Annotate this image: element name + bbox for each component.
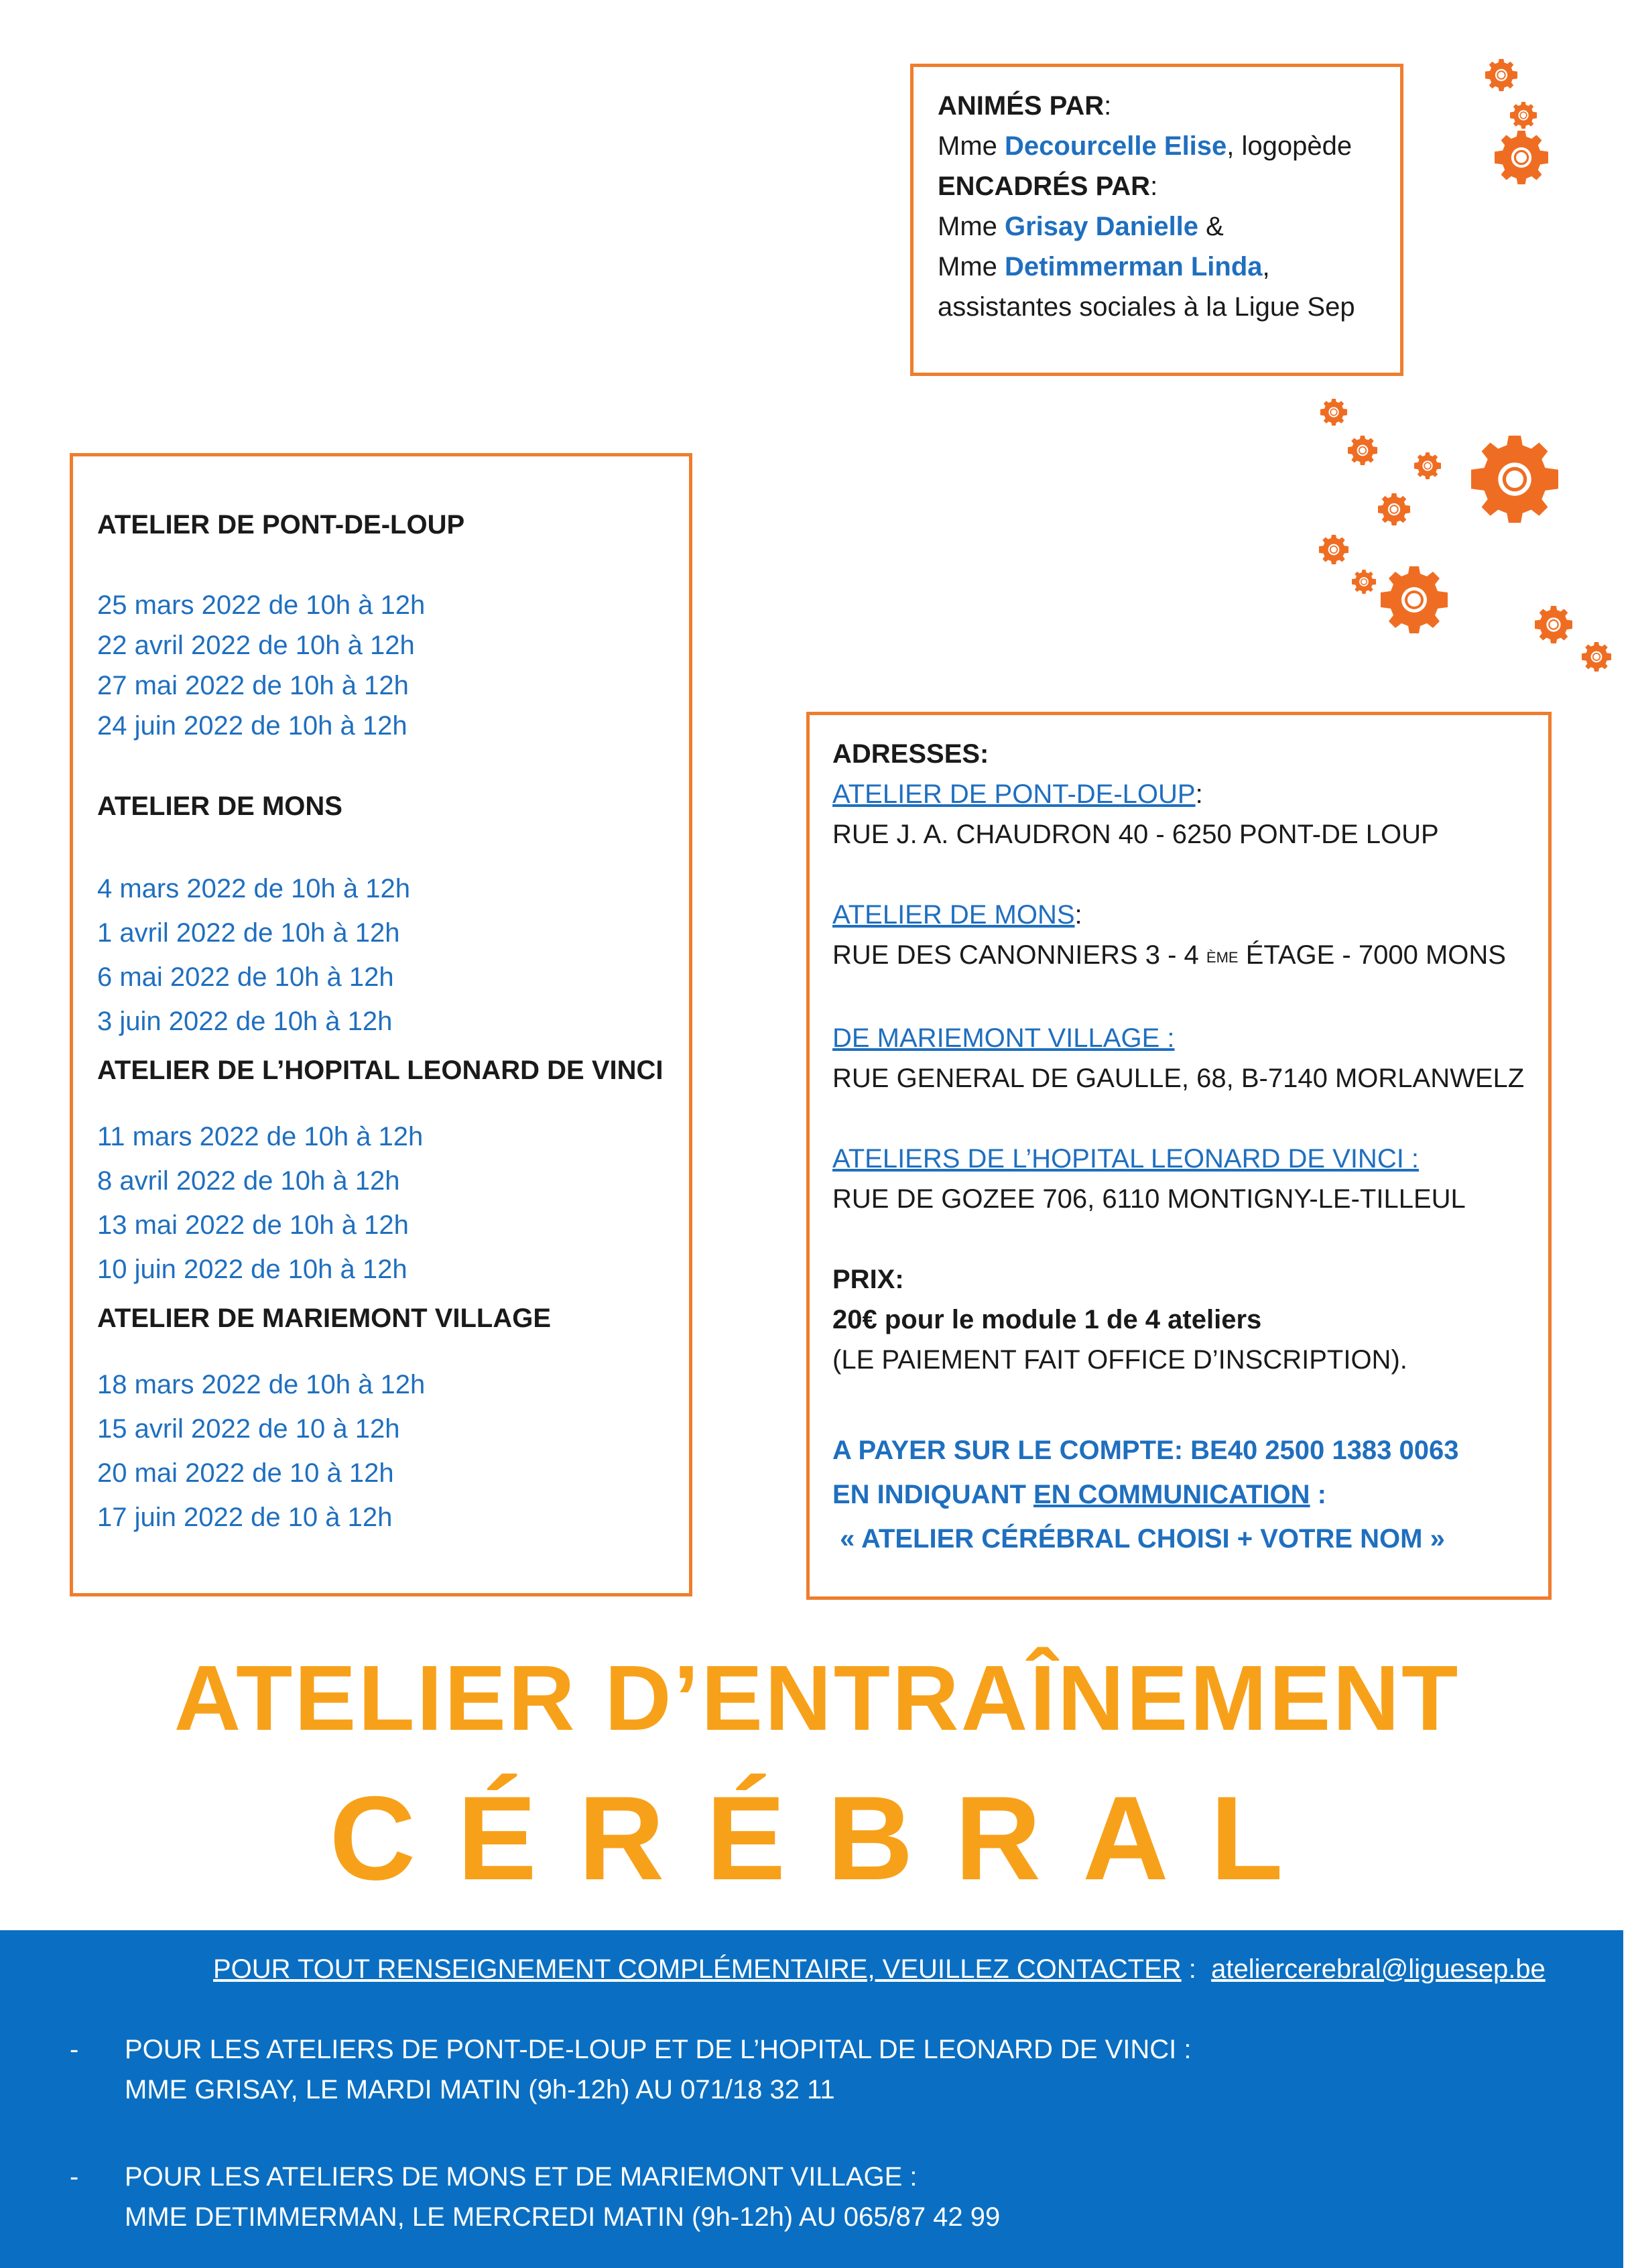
address-name-line [832,1139,1548,1179]
addresses-title: ADRESSES: [832,739,989,769]
schedule-date: 6 mai 2022 de 10h à 12h [97,962,394,992]
schedule-heading: ATELIER DE MONS [97,792,342,821]
address-text: RUE GENERAL DE GAULLE, 68, B-7140 MORLANWELZ [832,1064,1525,1093]
schedule-date: 27 mai 2022 de 10h à 12h [97,671,409,700]
contact-line [213,1949,1546,1989]
contact-sep: : [1181,1954,1212,1984]
organizers-box [910,64,1403,376]
account-line: A PAYER SUR LE COMPTE: BE40 2500 1383 0063 [832,1436,1459,1465]
supervisor-2-suffix: , [1262,252,1270,281]
bullet-2-line-1: POUR LES ATELIERS DE MONS ET DE MARIEMONT VILLAGE : [125,2162,918,2192]
address-link[interactable]: ATELIERS DE L’HOPITAL LEONARD DE VINCI : [832,1144,1420,1174]
schedule-date: 4 mars 2022 de 10h à 12h [97,874,411,903]
schedule-heading: ATELIER DE PONT-DE-LOUP [97,510,465,540]
supervisor-2-line [938,247,1400,287]
bullet-1-line-1: POUR LES ATELIERS DE PONT-DE-LOUP ET DE L’HOPITAL DE LEONARD DE VINCI : [125,2035,1192,2064]
address-link[interactable]: DE MARIEMONT VILLAGE : [832,1023,1175,1053]
schedule-heading: ATELIER DE MARIEMONT VILLAGE [97,1304,552,1333]
address-text-pre: RUE DES CANONNIERS 3 - 4 [832,940,1206,970]
bullet-2-line-2: MME DETIMMERMAN, LE MERCREDI MATIN (9h-12h) AU 065/87 42 99 [125,2202,1001,2232]
supervisor-2-name: Detimmerman Linda [1005,252,1263,281]
supervisor-1-name: Grisay Danielle [1005,212,1199,241]
gear-icon [1348,436,1377,465]
schedule-date: 24 juin 2022 de 10h à 12h [97,711,407,741]
bullet-1-line-2: MME GRISAY, LE MARDI MATIN (9h-12h) AU 071/18 32 11 [125,2075,835,2104]
schedule-date: 8 avril 2022 de 10h à 12h [97,1166,400,1196]
schedule-date: 13 mai 2022 de 10h à 12h [97,1210,409,1240]
address-text-sup: ÈME [1206,949,1239,966]
address-sep: : [1074,900,1082,930]
animated-label: ANIMÉS PAR [938,91,1105,121]
animator-prefix: Mme [938,131,1005,161]
address-text-post: ÉTAGE - 7000 MONS [1238,940,1506,970]
schedule-date: 1 avril 2022 de 10h à 12h [97,918,400,948]
communication-line [832,1472,1548,1517]
supervised-by-line: ENCADRÉS PAR: [938,172,1158,201]
communication-link: EN COMMUNICATION [1033,1480,1310,1509]
schedule-date: 20 mai 2022 de 10 à 12h [97,1458,394,1488]
supervised-label: ENCADRÉS PAR [938,172,1151,201]
addresses-box [806,712,1552,1600]
price-label: PRIX: [832,1265,904,1294]
page-title-line1: ATELIER D’ENTRAÎNEMENT [174,1647,1460,1750]
schedule-date: 17 juin 2022 de 10 à 12h [97,1503,393,1532]
address-text: RUE J. A. CHAUDRON 40 - 6250 PONT-DE LOUP [832,820,1439,849]
supervisor-1-line [938,206,1400,247]
gear-icon [1381,566,1448,633]
supervisor-1-suffix: & [1198,212,1224,241]
gear-icon [1320,399,1347,426]
page-title-line2: CÉRÉBRAL [329,1771,1325,1905]
address-sep: : [1195,779,1203,809]
supervisor-2-prefix: Mme [938,252,1005,281]
gear-icon [1352,570,1376,594]
bullet-dash: - [70,2162,79,2192]
schedule-date: 3 juin 2022 de 10h à 12h [97,1007,393,1036]
communication-post: : [1310,1480,1326,1509]
gear-icon [1582,642,1611,672]
animator-line [938,126,1400,166]
address-link[interactable]: ATELIER DE MONS [832,900,1075,930]
schedule-date: 11 mars 2022 de 10h à 12h [97,1122,424,1151]
gear-icon [1319,535,1348,564]
gear-icon [1378,493,1410,525]
gear-icon [1535,606,1572,643]
schedule-heading: ATELIER DE L’HOPITAL LEONARD DE VINCI [97,1056,664,1085]
animated-by-line: ANIMÉS PAR: [938,91,1112,121]
address-link[interactable]: ATELIER DE PONT-DE-LOUP [832,779,1196,809]
address-text: RUE DE GOZEE 706, 6110 MONTIGNY-LE-TILLEUL [832,1184,1466,1214]
communication-pre: EN INDIQUANT [832,1480,1033,1509]
schedule-date: 10 juin 2022 de 10h à 12h [97,1255,407,1284]
address-name-line [832,1018,1548,1058]
address-name-line [832,895,1548,935]
gear-icon [1510,102,1537,129]
schedule-date: 22 avril 2022 de 10h à 12h [97,631,415,660]
schedule-date: 25 mars 2022 de 10h à 12h [97,590,426,620]
supervisors-role: assistantes sociales à la Ligue Sep [938,292,1355,322]
gear-icon [1495,131,1548,184]
gear-icon [1471,436,1558,523]
address-name-line [832,774,1548,814]
contact-footer [0,1930,1623,2268]
price-value: 20€ pour le module 1 de 4 ateliers [832,1305,1262,1334]
gear-icon [1485,59,1517,91]
communication-value: « ATELIER CÉRÉBRAL CHOISI + VOTRE NOM » [832,1524,1445,1554]
animator-role: , logopède [1227,131,1353,161]
contact-text: POUR TOUT RENSEIGNEMENT COMPLÉMENTAIRE, VEUILLEZ CONTACTER [213,1954,1182,1984]
schedule-date: 18 mars 2022 de 10h à 12h [97,1370,426,1399]
contact-email-link[interactable]: ateliercerebral@liguesep.be [1211,1954,1546,1984]
bullet-dash: - [70,2035,79,2064]
schedule-date: 15 avril 2022 de 10 à 12h [97,1414,400,1444]
gear-icon [1414,452,1441,479]
animator-name: Decourcelle Elise [1005,131,1227,161]
supervisor-1-prefix: Mme [938,212,1005,241]
payment-note: (LE PAIEMENT FAIT OFFICE D’INSCRIPTION). [832,1345,1407,1375]
schedule-box [70,453,692,1596]
address-text [832,935,1548,978]
